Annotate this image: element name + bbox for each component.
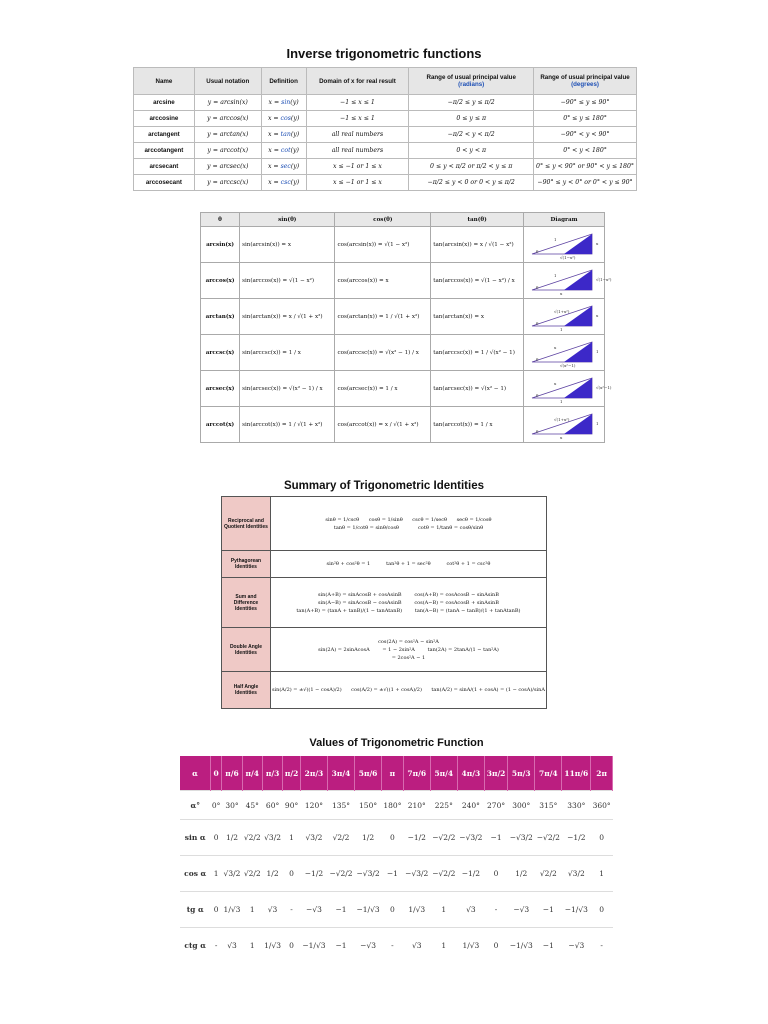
tan-formula: tan(arcsin(x)) = x / √(1 − x²) <box>431 227 524 263</box>
function-value: −√3/2 <box>457 820 484 856</box>
identity-line: sin²θ + cos²θ = 1 tan²θ + 1 = sec²θ cot²θ + 1 = csc²θ <box>326 561 491 567</box>
table-header-row <box>134 68 637 95</box>
domain-value: x ≤ −1 or 1 ≤ x <box>306 175 409 191</box>
range-degrees: −90° ≤ y < 0° or 0° < y ≤ 90° <box>534 175 637 191</box>
function-value: 0 <box>283 856 301 892</box>
diagram-hyp-label: √(1+x²) <box>554 309 570 314</box>
angle-degrees: 300° <box>508 791 535 820</box>
table-header-row <box>180 756 613 791</box>
function-value: −1 <box>327 892 354 928</box>
range-radians: −π/2 < y < π/2 <box>409 127 534 143</box>
function-value: 1 <box>242 928 262 964</box>
right-triangle-diagram <box>524 263 612 296</box>
function-value: - <box>211 928 222 964</box>
degrees-header-text: Range of usual principal value <box>540 74 630 81</box>
diagram-opp-label: 1 <box>596 349 599 354</box>
function-value: −1/√3 <box>508 928 535 964</box>
diagram-hyp-label: 1 <box>554 273 557 278</box>
range-degrees: −90° ≤ y ≤ 90° <box>534 95 637 111</box>
angle-radians: 4π/3 <box>457 756 484 791</box>
value-row <box>180 820 613 856</box>
function-value: −√3 <box>300 892 327 928</box>
function-value: √2/2 <box>242 820 262 856</box>
function-value: 0 <box>591 820 613 856</box>
domain-value: x ≤ −1 or 1 ≤ x <box>306 159 409 175</box>
sin-formula: sin(arccos(x)) = √(1 − x²) <box>240 263 335 299</box>
definition-arg: (y) <box>290 163 300 170</box>
definition-arg: (y) <box>290 131 300 138</box>
diagram-cell <box>524 335 605 371</box>
function-value: −√2/2 <box>430 856 457 892</box>
function-value: 1/2 <box>262 856 282 892</box>
function-value: √3/2 <box>222 856 242 892</box>
angle-radians: 5π/6 <box>355 756 382 791</box>
angle-radians: 7π/6 <box>403 756 430 791</box>
definition-function-link[interactable]: sin <box>281 99 291 106</box>
function-value: 0 <box>484 928 507 964</box>
function-value: −√3/2 <box>355 856 382 892</box>
diagram-opp-label: x <box>596 313 599 318</box>
angle-label: θ <box>536 357 539 362</box>
theta-value: arcsec(x) <box>201 371 240 407</box>
identity-group-label: Double Angle Identities <box>222 628 271 672</box>
angle-radians: 3π/4 <box>327 756 354 791</box>
function-value: −√2/2 <box>327 856 354 892</box>
definition-lhs: x = <box>268 99 282 106</box>
column-header-name: Name <box>134 68 195 95</box>
identity-group-row <box>222 672 547 709</box>
function-name: arccotangent <box>134 143 195 159</box>
column-header-degrees <box>534 68 637 95</box>
right-triangle-diagram <box>524 335 604 368</box>
angle-radians: π/2 <box>283 756 301 791</box>
function-value: 1/√3 <box>262 928 282 964</box>
column-header-radians <box>409 68 534 95</box>
diagram-cell <box>524 371 612 407</box>
function-value: 0 <box>382 892 404 928</box>
angle-label: θ <box>536 393 539 398</box>
function-row-label: ctg α <box>180 928 211 964</box>
range-radians: 0 < y < π <box>409 143 534 159</box>
identity-formulas <box>270 628 546 672</box>
angle-label: θ <box>536 249 539 254</box>
identity-group-row <box>222 628 547 672</box>
function-row-label: sin α <box>180 820 211 856</box>
angle-degrees: 150° <box>355 791 382 820</box>
degrees-unit-link[interactable]: (degrees) <box>571 81 599 88</box>
table-row <box>134 175 637 191</box>
identity-formulas <box>270 497 546 551</box>
theta-value: arccos(x) <box>201 263 240 299</box>
diagram-opp-label: x <box>596 241 599 246</box>
diagram-opp-label: √(x²−1) <box>596 385 612 390</box>
angle-degrees: 0° <box>211 791 222 820</box>
function-value: 1/√3 <box>457 928 484 964</box>
function-value: 1 <box>283 820 301 856</box>
definition-lhs: x = <box>267 115 281 122</box>
function-value: 0 <box>211 892 222 928</box>
function-value: 1/2 <box>508 856 535 892</box>
diagram-hyp-label: √(1+x²) <box>554 417 570 422</box>
cos-formula: cos(arccot(x)) = x / √(1 + x²) <box>335 407 431 443</box>
identity-group-label: Pythagorean Identities <box>222 551 271 578</box>
domain-value: −1 ≤ x ≤ 1 <box>306 111 409 127</box>
function-value: −1 <box>327 928 354 964</box>
column-header-tan: tan(θ) <box>431 213 524 227</box>
function-value: −√3 <box>508 892 535 928</box>
column-header-diagram: Diagram <box>524 213 605 227</box>
function-value: −1/2 <box>300 856 327 892</box>
function-value: √2/2 <box>327 820 354 856</box>
cos-formula: cos(arcsec(x)) = 1 / x <box>335 371 431 407</box>
function-name: arccosecant <box>134 175 195 191</box>
diagram-cell <box>524 263 612 299</box>
table-row <box>201 263 605 299</box>
function-value: √3 <box>262 892 282 928</box>
angle-degrees: 120° <box>300 791 327 820</box>
theta-value: arccsc(x) <box>201 335 240 371</box>
function-row-label: tg α <box>180 892 211 928</box>
value-row <box>180 892 613 928</box>
inverse-composition-table <box>200 212 612 443</box>
diagram-adj-label: 1 <box>560 327 563 332</box>
value-row <box>180 856 613 892</box>
identity-line: sin(A+B) = sinAcosB + cosAsinB cos(A+B) = cosAcosB − sinAsinB <box>318 591 499 598</box>
function-name: arcsecant <box>134 159 195 175</box>
function-value: 1/2 <box>222 820 242 856</box>
degree-row <box>180 791 613 820</box>
function-value: √3/2 <box>262 820 282 856</box>
function-value: 1 <box>591 856 613 892</box>
identity-formulas <box>270 672 546 709</box>
function-value: - <box>382 928 404 964</box>
function-value: −1/2 <box>403 820 430 856</box>
range-degrees: 0° ≤ y ≤ 180° <box>534 111 637 127</box>
definition-lhs: x = <box>268 147 281 154</box>
function-value: 1/2 <box>355 820 382 856</box>
angle-degrees: 360° <box>591 791 613 820</box>
usual-notation: y = arccos(x) <box>194 111 261 127</box>
function-value: −√2/2 <box>430 820 457 856</box>
angle-radians: 5π/3 <box>508 756 535 791</box>
right-triangle-diagram <box>524 227 604 260</box>
cos-formula: cos(arccsc(x)) = √(x² − 1) / x <box>335 335 431 371</box>
angle-radians: 11π/6 <box>562 756 591 791</box>
cos-formula: cos(arccos(x)) = x <box>335 263 431 299</box>
column-header-cos: cos(θ) <box>335 213 431 227</box>
definition-lhs: x = <box>268 179 281 186</box>
definition-arg: (y) <box>290 147 299 154</box>
table-row <box>134 95 637 111</box>
range-radians: 0 ≤ y < π/2 or π/2 < y ≤ π <box>409 159 534 175</box>
definition-lhs: x = <box>268 131 281 138</box>
angle-radians: 7π/4 <box>535 756 562 791</box>
function-value: √2/2 <box>242 856 262 892</box>
definition <box>261 175 306 191</box>
function-value: −1 <box>535 892 562 928</box>
definition <box>261 159 306 175</box>
function-name: arctangent <box>134 127 195 143</box>
identity-line: sin(A/2) = ±√((1 − cosA)/2) cos(A/2) = ±√((1 + cosA)/2) tan(A/2) = sinA/(1 + cosA) = (1 − cosA)/sinA <box>271 687 545 693</box>
angle-degrees: 30° <box>222 791 242 820</box>
cos-formula: cos(arcsin(x)) = √(1 − x²) <box>335 227 431 263</box>
function-value: 1/√3 <box>403 892 430 928</box>
tan-formula: tan(arctan(x)) = x <box>431 299 524 335</box>
domain-value: all real numbers <box>306 127 409 143</box>
column-header-notation: Usual notation <box>194 68 261 95</box>
angle-radians: π <box>382 756 404 791</box>
table-header-row <box>201 213 605 227</box>
radians-unit-link[interactable]: (radians) <box>458 81 485 88</box>
diagram-adj-label: x <box>560 291 563 296</box>
identity-group-row <box>222 551 547 578</box>
angle-label: θ <box>536 429 539 434</box>
values-title: Values of Trigonometric Function <box>309 737 484 749</box>
diagram-opp-label: √(1−x²) <box>596 277 612 282</box>
function-value: 1/√3 <box>222 892 242 928</box>
function-value: 1 <box>211 856 222 892</box>
table-row <box>134 127 637 143</box>
range-radians: −π/2 ≤ y ≤ π/2 <box>409 95 534 111</box>
column-header-definition: Definition <box>261 68 306 95</box>
function-value: 1 <box>430 928 457 964</box>
function-value: 1 <box>242 892 262 928</box>
sin-formula: sin(arccsc(x)) = 1 / x <box>240 335 335 371</box>
angle-radians: 2π/3 <box>300 756 327 791</box>
function-value: - <box>283 892 301 928</box>
tan-formula: tan(arccsc(x)) = 1 / √(x² − 1) <box>431 335 524 371</box>
inverse-functions-table <box>133 67 637 191</box>
function-value: 0 <box>484 856 507 892</box>
function-value: −√3 <box>355 928 382 964</box>
value-row <box>180 928 613 964</box>
table-row <box>201 335 605 371</box>
range-degrees: −90° < y < 90° <box>534 127 637 143</box>
theta-value: arccot(x) <box>201 407 240 443</box>
column-header-theta: θ <box>201 213 240 227</box>
definition <box>261 95 306 111</box>
function-value: √3/2 <box>562 856 591 892</box>
definition-arg: (y) <box>290 179 300 186</box>
function-value: 1 <box>430 892 457 928</box>
angle-radians: π/3 <box>262 756 282 791</box>
angle-degrees: 90° <box>283 791 301 820</box>
function-name: arcsine <box>134 95 195 111</box>
angle-radians: 0 <box>211 756 222 791</box>
usual-notation: y = arcsec(x) <box>194 159 261 175</box>
function-value: √3 <box>403 928 430 964</box>
function-value: −1 <box>484 820 507 856</box>
identity-group-row <box>222 497 547 551</box>
tan-formula: tan(arccot(x)) = 1 / x <box>431 407 524 443</box>
diagram-adj-label: x <box>560 435 563 440</box>
identity-formulas <box>270 551 546 578</box>
identity-group-label: Reciprocal and Quotient Identities <box>222 497 271 551</box>
function-value: −1 <box>382 856 404 892</box>
definition <box>261 111 306 127</box>
theta-value: arcsin(x) <box>201 227 240 263</box>
range-radians: −π/2 ≤ y < 0 or 0 < y ≤ π/2 <box>409 175 534 191</box>
function-value: −√2/2 <box>535 820 562 856</box>
usual-notation: y = arcsin(x) <box>194 95 261 111</box>
angle-radians: π/4 <box>242 756 262 791</box>
angle-degrees: 330° <box>562 791 591 820</box>
right-triangle-diagram <box>524 407 604 440</box>
function-row-label: cos α <box>180 856 211 892</box>
usual-notation: y = arctan(x) <box>194 127 261 143</box>
sin-formula: sin(arcsec(x)) = √(x² − 1) / x <box>240 371 335 407</box>
function-value: √3/2 <box>300 820 327 856</box>
identities-table <box>221 496 547 709</box>
identity-line: = 2cos²A − 1 <box>391 654 426 661</box>
function-value: √3 <box>457 892 484 928</box>
function-value: −√3 <box>562 928 591 964</box>
function-value: −1 <box>535 928 562 964</box>
diagram-adj-label: √(x²−1) <box>560 363 576 368</box>
identity-group-row <box>222 578 547 628</box>
identity-group-label: Half Angle Identities <box>222 672 271 709</box>
table-row <box>201 407 605 443</box>
trig-values-table <box>180 756 613 963</box>
identity-line: tan(A+B) = (tanA + tanB)/(1 − tanAtanB) tan(A−B) = (tanA − tanB)/(1 + tanAtanB) <box>296 607 521 614</box>
right-triangle-diagram <box>524 299 604 332</box>
function-value: −1/√3 <box>355 892 382 928</box>
table-row <box>134 159 637 175</box>
domain-value: −1 ≤ x ≤ 1 <box>306 95 409 111</box>
angle-degrees: 210° <box>403 791 430 820</box>
angle-radians: 3π/2 <box>484 756 507 791</box>
angle-degrees: 60° <box>262 791 282 820</box>
diagram-hyp-label: 1 <box>554 237 557 242</box>
range-degrees: 0° ≤ y < 90° or 90° < y ≤ 180° <box>534 159 637 175</box>
function-value: −1/√3 <box>300 928 327 964</box>
function-value: −√3/2 <box>403 856 430 892</box>
definition-function-link[interactable]: csc <box>280 179 291 186</box>
identity-line: cos(2A) = cos²A − sin²A <box>378 638 439 645</box>
function-value: −√3/2 <box>508 820 535 856</box>
function-value: √3 <box>222 928 242 964</box>
identity-group-label: Sum and Difference Identities <box>222 578 271 628</box>
function-value: −1/2 <box>562 820 591 856</box>
usual-notation: y = arccsc(x) <box>194 175 261 191</box>
function-value: −1/√3 <box>562 892 591 928</box>
diagram-adj-label: 1 <box>560 399 563 404</box>
function-value: 0 <box>591 892 613 928</box>
theta-value: arctan(x) <box>201 299 240 335</box>
angle-radians: 2π <box>591 756 613 791</box>
radians-header-text: Range of usual principal value <box>426 74 516 81</box>
definition-function-link[interactable]: tan <box>280 131 291 138</box>
angle-degrees: 45° <box>242 791 262 820</box>
domain-value: all real numbers <box>306 143 409 159</box>
definition-lhs: x = <box>267 163 281 170</box>
definition <box>261 127 306 143</box>
cos-formula: cos(arctan(x)) = 1 / √(1 + x²) <box>335 299 431 335</box>
diagram-cell <box>524 227 605 263</box>
angle-label: θ <box>536 321 539 326</box>
right-triangle-diagram <box>524 371 612 404</box>
degree-row-label: α° <box>180 791 211 820</box>
definition-function-link[interactable]: cot <box>280 147 291 154</box>
identities-title: Summary of Trigonometric Identities <box>283 480 484 492</box>
sin-formula: sin(arctan(x)) = x / √(1 + x²) <box>240 299 335 335</box>
angle-degrees: 135° <box>327 791 354 820</box>
angle-radians: π/6 <box>222 756 242 791</box>
function-value: 0 <box>211 820 222 856</box>
table-row <box>201 227 605 263</box>
definition-arg: (y) <box>290 99 299 106</box>
diagram-cell <box>524 299 605 335</box>
identity-line: tanθ = 1/cotθ = sinθ/cosθ cotθ = 1/tanθ = cosθ/sinθ <box>333 524 484 531</box>
tan-formula: tan(arcsec(x)) = √(x² − 1) <box>431 371 524 407</box>
inverse-functions-title: Inverse trigonometric functions <box>286 46 482 61</box>
function-value: - <box>484 892 507 928</box>
function-value: 0 <box>283 928 301 964</box>
table-row <box>201 371 605 407</box>
diagram-hyp-label: x <box>554 345 557 350</box>
identity-line: sin(A−B) = sinAcosB − cosAsinB cos(A−B) = cosAcosB + sinAsinB <box>318 599 499 606</box>
definition-function-link[interactable]: sec <box>280 163 291 170</box>
function-value: - <box>591 928 613 964</box>
identity-line: sin(2A) = 2sinAcosA = 1 − 2sin²A tan(2A) = 2tanA/(1 − tan²A) <box>318 646 499 653</box>
column-header-domain: Domain of x for real result <box>306 68 409 95</box>
tan-formula: tan(arccos(x)) = √(1 − x²) / x <box>431 263 524 299</box>
column-header-sin: sin(θ) <box>240 213 335 227</box>
angle-degrees: 270° <box>484 791 507 820</box>
angle-radians: 5π/4 <box>430 756 457 791</box>
sin-formula: sin(arccot(x)) = 1 / √(1 + x²) <box>240 407 335 443</box>
function-value: 0 <box>382 820 404 856</box>
diagram-cell <box>524 407 605 443</box>
angle-degrees: 315° <box>535 791 562 820</box>
table-row <box>201 299 605 335</box>
definition-function-link[interactable]: cos <box>280 115 291 122</box>
diagram-opp-label: 1 <box>596 421 599 426</box>
function-name: arccosine <box>134 111 195 127</box>
angle-degrees: 240° <box>457 791 484 820</box>
definition-arg: (y) <box>290 115 300 122</box>
function-value: −1/2 <box>457 856 484 892</box>
range-radians: 0 ≤ y ≤ π <box>409 111 534 127</box>
diagram-adj-label: √(1−x²) <box>560 255 576 260</box>
diagram-hyp-label: x <box>554 381 557 386</box>
range-degrees: 0° < y < 180° <box>534 143 637 159</box>
identity-line: sinθ = 1/cscθ cosθ = 1/sinθ cscθ = 1/secθ secθ = 1/cosθ <box>325 516 492 523</box>
function-value: √2/2 <box>535 856 562 892</box>
identity-formulas <box>270 578 546 628</box>
table-row <box>134 111 637 127</box>
angle-degrees: 180° <box>382 791 404 820</box>
definition <box>261 143 306 159</box>
angle-degrees: 225° <box>430 791 457 820</box>
angle-label: θ <box>536 285 539 290</box>
usual-notation: y = arccot(x) <box>194 143 261 159</box>
table-row <box>134 143 637 159</box>
sin-formula: sin(arcsin(x)) = x <box>240 227 335 263</box>
alpha-header-label: α <box>180 756 211 791</box>
